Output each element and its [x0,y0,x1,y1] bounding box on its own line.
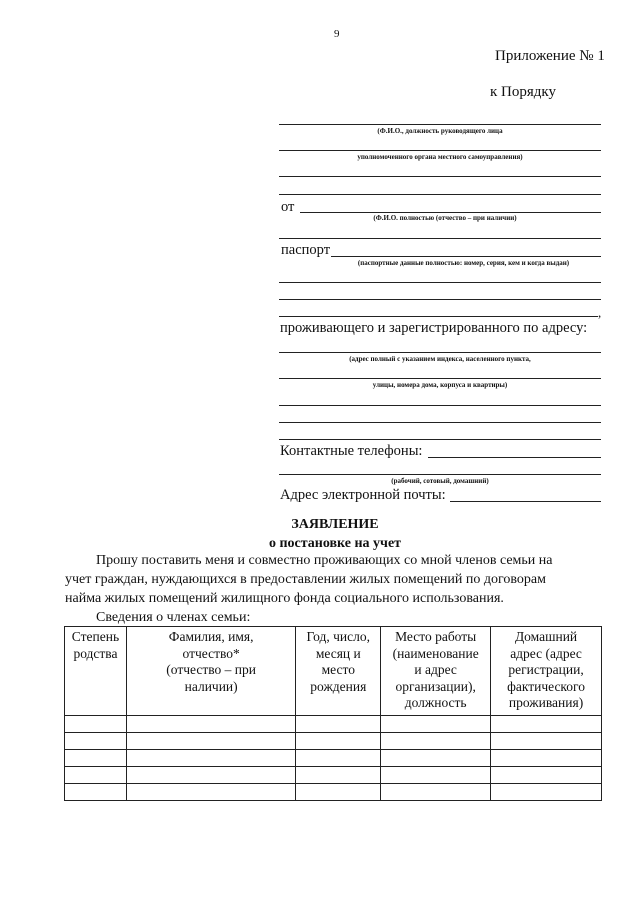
table-cell[interactable] [65,750,127,767]
table-cell[interactable] [296,750,381,767]
passport-line-2[interactable] [279,282,601,283]
table-cell[interactable] [381,767,491,784]
appendix-label: Приложение № 1 [495,48,605,64]
passport-caption: (паспортные данные полностью: номер, серия, кем и когда выдан) [357,259,570,267]
addressee-line-4[interactable] [279,194,601,195]
phones-caption: (рабочий, сотовый, домашний) [391,477,489,485]
address-caption-2: улицы, номера дома, корпуса и квартиры) [372,381,508,389]
passport-line-4[interactable] [279,316,598,317]
table-cell[interactable] [491,750,602,767]
residing-label: проживающего и зарегистрированного по адресу: [280,320,588,336]
table-cell[interactable] [65,733,127,750]
addressee-line-2[interactable] [279,150,601,151]
table-cell[interactable] [126,767,295,784]
email-label: Адрес электронной почты: [280,487,446,503]
table-row [65,784,602,801]
statement-subtitle: о постановке на учет [268,536,402,551]
table-cell[interactable] [381,784,491,801]
family-heading: Сведения о членах семьи: [96,610,251,625]
table-cell[interactable] [491,733,602,750]
header-birth: Год, число, месяц и место рождения [296,627,381,716]
page-number: 9 [334,28,340,40]
table-cell[interactable] [381,716,491,733]
header-home-address: Домашний адрес (адрес регистрации, фактического проживания) [491,627,602,716]
table-cell[interactable] [381,733,491,750]
address-caption-1: (адрес полный с указанием индекса, населенного пункта, [349,355,531,363]
from-line-2[interactable] [279,238,601,239]
statement-body-line-2: учет граждан, нуждающихся в предоставлении жилых помещений по договорам [65,572,546,587]
statement-title: ЗАЯВЛЕНИЕ [291,517,379,532]
from-caption: (Ф.И.О. полностью (отчество – при наличии) [373,214,517,222]
addressee-caption-head: (Ф.И.О., должность руководящего лица [377,127,503,135]
table-row [65,750,602,767]
passport-label: паспорт [281,242,331,258]
table-cell[interactable] [126,784,295,801]
passport-field[interactable] [331,256,601,257]
table-cell[interactable] [296,767,381,784]
statement-body-line-3: найма жилых помещений жилищного фонда социального использования. [65,591,504,606]
header-relationship: Степень родства [65,627,127,716]
statement-body-line-1: Прошу поставить меня и совместно проживающих со мной членов семьи на [96,553,553,568]
table-row [65,716,602,733]
phones-label: Контактные телефоны: [280,443,423,459]
addressee-line-3[interactable] [279,176,601,177]
table-cell[interactable] [491,784,602,801]
table-cell[interactable] [296,784,381,801]
address-line-4[interactable] [279,422,601,423]
header-workplace: Место работы (наименование и адрес организации), должность [381,627,491,716]
table-cell[interactable] [126,750,295,767]
appendix-order-label: к Порядку [490,84,556,100]
from-label: от [281,199,295,215]
address-line-1[interactable] [279,352,601,353]
table-cell[interactable] [126,733,295,750]
table-cell[interactable] [296,733,381,750]
passport-line-3[interactable] [279,299,601,300]
address-line-5[interactable] [279,439,601,440]
addressee-line-1[interactable] [279,124,601,125]
header-full-name: Фамилия, имя, отчество* (отчество – при наличии) [126,627,295,716]
address-line-2[interactable] [279,378,601,379]
table-cell[interactable] [491,767,602,784]
family-members-table [64,626,602,801]
table-cell[interactable] [491,716,602,733]
table-cell[interactable] [296,716,381,733]
table-cell[interactable] [65,784,127,801]
phones-line-2[interactable] [279,474,601,475]
table-row [65,767,602,784]
from-field[interactable] [300,212,601,213]
comma: , [598,305,602,320]
addressee-caption-body: уполномоченного органа местного самоуправления) [357,153,523,161]
table-cell[interactable] [126,716,295,733]
email-field[interactable] [450,501,601,502]
address-line-3[interactable] [279,405,601,406]
phones-field[interactable] [428,457,601,458]
table-row [65,733,602,750]
table-cell[interactable] [65,767,127,784]
table-cell[interactable] [381,750,491,767]
table-header-row [65,627,602,716]
table-cell[interactable] [65,716,127,733]
